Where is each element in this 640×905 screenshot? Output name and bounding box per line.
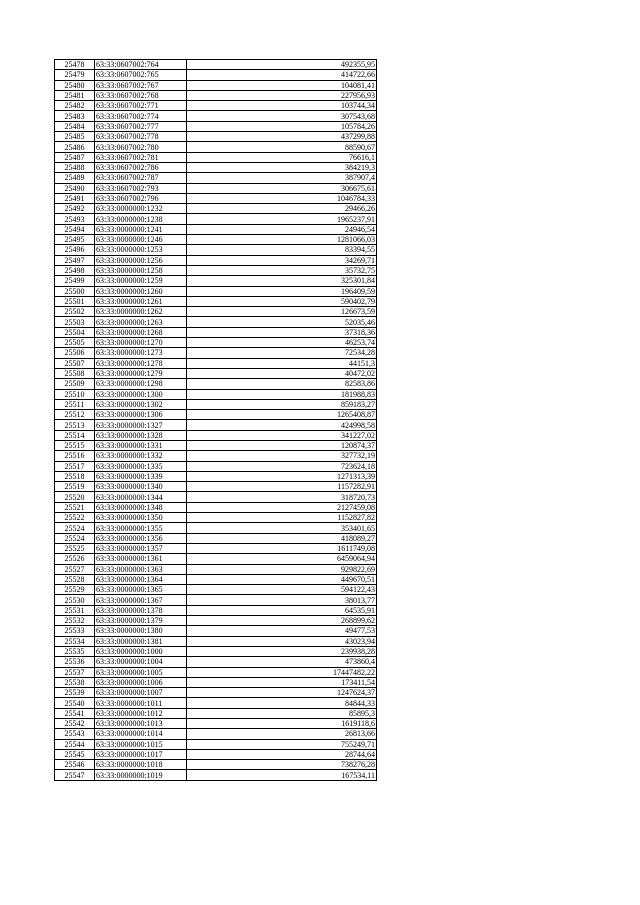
- row-number-cell: 25535: [55, 646, 95, 656]
- cadastral-number-cell: 63:33:0607002:778: [95, 132, 187, 142]
- table-row: [55, 317, 377, 327]
- cadastral-value-cell: 44151,3: [187, 358, 377, 368]
- table-row: [55, 296, 377, 306]
- cadastral-value-cell: 384219,3: [187, 162, 377, 172]
- row-number-cell: 25492: [55, 204, 95, 214]
- row-number-cell: 25526: [55, 554, 95, 564]
- row-number-cell: 25488: [55, 162, 95, 172]
- cadastral-value-cell: 1265408,87: [187, 410, 377, 420]
- cadastral-number-cell: 63:33:0607002:767: [95, 80, 187, 90]
- table-row: [55, 276, 377, 286]
- cadastral-number-cell: 63:33:0000000:1258: [95, 265, 187, 275]
- row-number-cell: 25527: [55, 564, 95, 574]
- cadastral-number-cell: 63:33:0000000:1361: [95, 554, 187, 564]
- cadastral-number-cell: 63:33:0607002:777: [95, 121, 187, 131]
- cadastral-value-cell: 307543,68: [187, 111, 377, 121]
- cadastral-value-cell: 449670,51: [187, 574, 377, 584]
- row-number-cell: 25510: [55, 389, 95, 399]
- row-number-cell: 25486: [55, 142, 95, 152]
- cadastral-value-cell: 1965237,91: [187, 214, 377, 224]
- table-row: [55, 389, 377, 399]
- table-row: [55, 101, 377, 111]
- cadastral-value-cell: 173411,54: [187, 677, 377, 687]
- cadastral-number-cell: 63:33:0607002:764: [95, 60, 187, 70]
- cadastral-value-cell: 859183,27: [187, 399, 377, 409]
- cadastral-number-cell: 63:33:0000000:1000: [95, 646, 187, 656]
- row-number-cell: 25497: [55, 255, 95, 265]
- row-number-cell: 25494: [55, 224, 95, 234]
- table-row: [55, 255, 377, 265]
- cadastral-value-cell: 105784,26: [187, 121, 377, 131]
- cadastral-number-cell: 63:33:0000000:1306: [95, 410, 187, 420]
- table-row: [55, 111, 377, 121]
- row-number-cell: 25485: [55, 132, 95, 142]
- cadastral-number-cell: 63:33:0000000:1018: [95, 760, 187, 770]
- table-row: [55, 224, 377, 234]
- table-row: [55, 616, 377, 626]
- cadastral-number-cell: 63:33:0000000:1356: [95, 533, 187, 543]
- cadastral-value-cell: 46253,74: [187, 338, 377, 348]
- table-row: [55, 770, 377, 780]
- table-row: [55, 574, 377, 584]
- cadastral-value-cell: 181988,83: [187, 389, 377, 399]
- row-number-cell: 25513: [55, 420, 95, 430]
- table-row: [55, 90, 377, 100]
- table-row: [55, 265, 377, 275]
- table-row: [55, 204, 377, 214]
- cadastral-value-cell: 1247624,37: [187, 688, 377, 698]
- cadastral-value-cell: 353401,65: [187, 523, 377, 533]
- cadastral-value-cell: 26813,66: [187, 729, 377, 739]
- row-number-cell: 25528: [55, 574, 95, 584]
- cadastral-number-cell: 63:33:0000000:1327: [95, 420, 187, 430]
- cadastral-number-cell: 63:33:0000000:1298: [95, 379, 187, 389]
- row-number-cell: 25505: [55, 338, 95, 348]
- table-row: [55, 657, 377, 667]
- row-number-cell: 25516: [55, 451, 95, 461]
- table-row: [55, 358, 377, 368]
- table-row: [55, 719, 377, 729]
- cadastral-number-cell: 63:33:0000000:1332: [95, 451, 187, 461]
- table-row: [55, 626, 377, 636]
- cadastral-value-cell: 424998,58: [187, 420, 377, 430]
- table-row: [55, 70, 377, 80]
- row-number-cell: 25511: [55, 399, 95, 409]
- row-number-cell: 25481: [55, 90, 95, 100]
- cadastral-number-cell: 63:33:0607002:796: [95, 193, 187, 203]
- cadastral-value-cell: 1152827,82: [187, 513, 377, 523]
- cadastral-value-cell: 52035,46: [187, 317, 377, 327]
- cadastral-number-cell: 63:33:0000000:1007: [95, 688, 187, 698]
- cadastral-number-cell: 63:33:0000000:1331: [95, 440, 187, 450]
- cadastral-number-cell: 63:33:0000000:1381: [95, 636, 187, 646]
- cadastral-number-cell: 63:33:0000000:1380: [95, 626, 187, 636]
- row-number-cell: 25519: [55, 482, 95, 492]
- cadastral-value-cell: 167534,11: [187, 770, 377, 780]
- table-row: [55, 471, 377, 481]
- cadastral-value-cell: 49477,53: [187, 626, 377, 636]
- table-row: [55, 729, 377, 739]
- row-number-cell: 25547: [55, 770, 95, 780]
- row-number-cell: 25496: [55, 245, 95, 255]
- table-row: [55, 410, 377, 420]
- cadastral-number-cell: 63:33:0000000:1232: [95, 204, 187, 214]
- cadastral-value-cell: 83394,55: [187, 245, 377, 255]
- cadastral-number-cell: 63:33:0000000:1260: [95, 286, 187, 296]
- row-number-cell: 25480: [55, 80, 95, 90]
- cadastral-number-cell: 63:33:0000000:1253: [95, 245, 187, 255]
- cadastral-value-cell: 38013,77: [187, 595, 377, 605]
- cadastral-number-cell: 63:33:0000000:1367: [95, 595, 187, 605]
- cadastral-value-cell: 84844,33: [187, 698, 377, 708]
- table-row: [55, 430, 377, 440]
- cadastral-number-cell: 63:33:0000000:1355: [95, 523, 187, 533]
- table-row: [55, 235, 377, 245]
- row-number-cell: 25545: [55, 749, 95, 759]
- row-number-cell: 25531: [55, 605, 95, 615]
- cadastral-value-cell: 72534,28: [187, 348, 377, 358]
- cadastral-value-cell: 34269,71: [187, 255, 377, 265]
- row-number-cell: 25517: [55, 461, 95, 471]
- cadastral-number-cell: 63:33:0000000:1273: [95, 348, 187, 358]
- table-row: [55, 543, 377, 553]
- table-row: [55, 399, 377, 409]
- cadastral-number-cell: 63:33:0000000:1348: [95, 502, 187, 512]
- row-number-cell: 25532: [55, 616, 95, 626]
- row-number-cell: 25518: [55, 471, 95, 481]
- table-row: [55, 152, 377, 162]
- cadastral-value-cell: 196409,59: [187, 286, 377, 296]
- cadastral-number-cell: 63:33:0000000:1335: [95, 461, 187, 471]
- cadastral-value-cell: 755249,71: [187, 739, 377, 749]
- table-row: [55, 368, 377, 378]
- cadastral-value-cell: 738276,28: [187, 760, 377, 770]
- row-number-cell: 25520: [55, 492, 95, 502]
- table-row: [55, 214, 377, 224]
- cadastral-value-cell: 492355,95: [187, 60, 377, 70]
- row-number-cell: 25521: [55, 502, 95, 512]
- cadastral-value-cell: 1281066,03: [187, 235, 377, 245]
- cadastral-value-cell: 35732,75: [187, 265, 377, 275]
- cadastral-value-cell: 126673,59: [187, 307, 377, 317]
- row-number-cell: 25489: [55, 173, 95, 183]
- cadastral-value-cell: 120874,37: [187, 440, 377, 450]
- cadastral-value-cell: 76616,1: [187, 152, 377, 162]
- cadastral-value-cell: 88590,67: [187, 142, 377, 152]
- row-number-cell: 25493: [55, 214, 95, 224]
- row-number-cell: 25506: [55, 348, 95, 358]
- table-row: [55, 121, 377, 131]
- cadastral-number-cell: 63:33:0000000:1357: [95, 543, 187, 553]
- table-row: [55, 739, 377, 749]
- cadastral-number-cell: 63:33:0000000:1241: [95, 224, 187, 234]
- cadastral-number-cell: 63:33:0000000:1328: [95, 430, 187, 440]
- table-row: [55, 162, 377, 172]
- row-number-cell: 25507: [55, 358, 95, 368]
- cadastral-number-cell: 63:33:0000000:1262: [95, 307, 187, 317]
- cadastral-number-cell: 63:33:0000000:1017: [95, 749, 187, 759]
- table-row: [55, 533, 377, 543]
- cadastral-value-cell: 387907,4: [187, 173, 377, 183]
- cadastral-number-cell: 63:33:0000000:1302: [95, 399, 187, 409]
- row-number-cell: 25514: [55, 430, 95, 440]
- cadastral-value-cell: 239938,28: [187, 646, 377, 656]
- cadastral-value-cell: 306675,61: [187, 183, 377, 193]
- row-number-cell: 25534: [55, 636, 95, 646]
- row-number-cell: 25537: [55, 667, 95, 677]
- cadastral-number-cell: 63:33:0607002:781: [95, 152, 187, 162]
- row-number-cell: 25478: [55, 60, 95, 70]
- table-row: [55, 554, 377, 564]
- cadastral-value-cell: 104081,41: [187, 80, 377, 90]
- cadastral-number-cell: 63:33:0000000:1012: [95, 708, 187, 718]
- row-number-cell: 25491: [55, 193, 95, 203]
- row-number-cell: 25483: [55, 111, 95, 121]
- cadastral-value-cell: 437299,88: [187, 132, 377, 142]
- cadastral-value-cell: 318720,73: [187, 492, 377, 502]
- cadastral-number-cell: 63:33:0607002:774: [95, 111, 187, 121]
- row-number-cell: 25536: [55, 657, 95, 667]
- table-row: [55, 379, 377, 389]
- table-row: [55, 173, 377, 183]
- table-row: [55, 286, 377, 296]
- cadastral-number-cell: 63:33:0000000:1365: [95, 585, 187, 595]
- row-number-cell: 25509: [55, 379, 95, 389]
- row-number-cell: 25479: [55, 70, 95, 80]
- cadastral-value-cell: 28744,64: [187, 749, 377, 759]
- cadastral-number-cell: 63:33:0000000:1363: [95, 564, 187, 574]
- row-number-cell: 25540: [55, 698, 95, 708]
- cadastral-number-cell: 63:33:0000000:1238: [95, 214, 187, 224]
- table-row: [55, 307, 377, 317]
- row-number-cell: 25482: [55, 101, 95, 111]
- row-number-cell: 25546: [55, 760, 95, 770]
- cadastral-value-cell: 103744,34: [187, 101, 377, 111]
- cadastral-value-cell: 227956,93: [187, 90, 377, 100]
- row-number-cell: 25542: [55, 719, 95, 729]
- table-row: [55, 245, 377, 255]
- cadastral-value-cell: 325301,84: [187, 276, 377, 286]
- table-row: [55, 502, 377, 512]
- table-body: [55, 60, 377, 781]
- cadastral-number-cell: 63:33:0000000:1350: [95, 513, 187, 523]
- row-number-cell: 25524: [55, 533, 95, 543]
- table-row: [55, 142, 377, 152]
- cadastral-value-cell: 40472,02: [187, 368, 377, 378]
- cadastral-number-cell: 63:33:0000000:1268: [95, 327, 187, 337]
- row-number-cell: 25490: [55, 183, 95, 193]
- table-row: [55, 451, 377, 461]
- table-row: [55, 708, 377, 718]
- table-row: [55, 132, 377, 142]
- table-row: [55, 193, 377, 203]
- table-row: [55, 585, 377, 595]
- row-number-cell: 25504: [55, 327, 95, 337]
- cadastral-value-cell: 723624,18: [187, 461, 377, 471]
- cadastral-number-cell: 63:33:0000000:1378: [95, 605, 187, 615]
- cadastral-number-cell: 63:33:0000000:1005: [95, 667, 187, 677]
- cadastral-number-cell: 63:33:0607002:765: [95, 70, 187, 80]
- row-number-cell: 25544: [55, 739, 95, 749]
- row-number-cell: 25529: [55, 585, 95, 595]
- table-row: [55, 760, 377, 770]
- row-number-cell: 25503: [55, 317, 95, 327]
- table-row: [55, 183, 377, 193]
- cadastral-number-cell: 63:33:0607002:768: [95, 90, 187, 100]
- table-row: [55, 60, 377, 70]
- table-row: [55, 338, 377, 348]
- cadastral-value-cell: 341227,02: [187, 430, 377, 440]
- table-row: [55, 646, 377, 656]
- cadastral-number-cell: 63:33:0000000:1011: [95, 698, 187, 708]
- cadastral-number-cell: 63:33:0000000:1015: [95, 739, 187, 749]
- cadastral-number-cell: 63:33:0000000:1279: [95, 368, 187, 378]
- cadastral-number-cell: 63:33:0000000:1344: [95, 492, 187, 502]
- cadastral-number-cell: 63:33:0000000:1379: [95, 616, 187, 626]
- cadastral-value-cell: 17447482,22: [187, 667, 377, 677]
- cadastral-value-cell: 85895,3: [187, 708, 377, 718]
- cadastral-number-cell: 63:33:0000000:1270: [95, 338, 187, 348]
- table-row: [55, 523, 377, 533]
- table-row: [55, 80, 377, 90]
- cadastral-number-cell: 63:33:0000000:1259: [95, 276, 187, 286]
- cadastral-number-cell: 63:33:0000000:1261: [95, 296, 187, 306]
- cadastral-number-cell: 63:33:0000000:1263: [95, 317, 187, 327]
- row-number-cell: 25502: [55, 307, 95, 317]
- row-number-cell: 25541: [55, 708, 95, 718]
- row-number-cell: 25543: [55, 729, 95, 739]
- cadastral-value-cell: 1611749,08: [187, 543, 377, 553]
- table-row: [55, 492, 377, 502]
- row-number-cell: 25484: [55, 121, 95, 131]
- cadastral-number-cell: 63:33:0000000:1339: [95, 471, 187, 481]
- table-row: [55, 513, 377, 523]
- cadastral-value-cell: 6459064,94: [187, 554, 377, 564]
- table-row: [55, 667, 377, 677]
- cadastral-value-cell: 473860,4: [187, 657, 377, 667]
- cadastral-number-cell: 63:33:0000000:1004: [95, 657, 187, 667]
- cadastral-number-cell: 63:33:0000000:1300: [95, 389, 187, 399]
- cadastral-value-cell: 268899,62: [187, 616, 377, 626]
- cadastral-value-cell: 29466,26: [187, 204, 377, 214]
- row-number-cell: 25495: [55, 235, 95, 245]
- cadastral-value-cell: 43023,94: [187, 636, 377, 646]
- row-number-cell: 25538: [55, 677, 95, 687]
- cadastral-value-cell: 1157282,91: [187, 482, 377, 492]
- cadastral-number-cell: 63:33:0607002:771: [95, 101, 187, 111]
- cadastral-number-cell: 63:33:0000000:1340: [95, 482, 187, 492]
- table-row: [55, 461, 377, 471]
- cadastral-value-table: [54, 59, 377, 781]
- row-number-cell: 25498: [55, 265, 95, 275]
- table-row: [55, 564, 377, 574]
- row-number-cell: 25512: [55, 410, 95, 420]
- cadastral-value-cell: 2127459,08: [187, 502, 377, 512]
- cadastral-number-cell: 63:33:0000000:1006: [95, 677, 187, 687]
- cadastral-number-cell: 63:33:0607002:780: [95, 142, 187, 152]
- cadastral-value-cell: 418089,27: [187, 533, 377, 543]
- table-row: [55, 636, 377, 646]
- row-number-cell: 25487: [55, 152, 95, 162]
- table-row: [55, 440, 377, 450]
- table-row: [55, 482, 377, 492]
- table-row: [55, 595, 377, 605]
- cadastral-number-cell: 63:33:0000000:1256: [95, 255, 187, 265]
- cadastral-number-cell: 63:33:0000000:1014: [95, 729, 187, 739]
- table-row: [55, 420, 377, 430]
- cadastral-number-cell: 63:33:0000000:1364: [95, 574, 187, 584]
- table-row: [55, 688, 377, 698]
- table-row: [55, 348, 377, 358]
- cadastral-number-cell: 63:33:0000000:1246: [95, 235, 187, 245]
- table-row: [55, 698, 377, 708]
- row-number-cell: 25522: [55, 513, 95, 523]
- row-number-cell: 25500: [55, 286, 95, 296]
- cadastral-number-cell: 63:33:0607002:786: [95, 162, 187, 172]
- row-number-cell: 25533: [55, 626, 95, 636]
- row-number-cell: 25515: [55, 440, 95, 450]
- cadastral-value-cell: 64535,91: [187, 605, 377, 615]
- cadastral-value-cell: 82583,86: [187, 379, 377, 389]
- table-row: [55, 605, 377, 615]
- cadastral-value-cell: 327732,19: [187, 451, 377, 461]
- row-number-cell: 25539: [55, 688, 95, 698]
- cadastral-value-cell: 414722,66: [187, 70, 377, 80]
- cadastral-number-cell: 63:33:0000000:1019: [95, 770, 187, 780]
- cadastral-value-cell: 594122,43: [187, 585, 377, 595]
- cadastral-value-cell: 1271313,39: [187, 471, 377, 481]
- cadastral-number-cell: 63:33:0000000:1013: [95, 719, 187, 729]
- cadastral-number-cell: 63:33:0607002:787: [95, 173, 187, 183]
- cadastral-number-cell: 63:33:0000000:1278: [95, 358, 187, 368]
- cadastral-value-cell: 929822,69: [187, 564, 377, 574]
- row-number-cell: 25525: [55, 543, 95, 553]
- cadastral-value-cell: 37318,36: [187, 327, 377, 337]
- row-number-cell: 25530: [55, 595, 95, 605]
- cadastral-value-cell: 24946,54: [187, 224, 377, 234]
- cadastral-value-cell: 1046784,33: [187, 193, 377, 203]
- cadastral-number-cell: 63:33:0607002:793: [95, 183, 187, 193]
- row-number-cell: 25499: [55, 276, 95, 286]
- table-row: [55, 327, 377, 337]
- cadastral-value-cell: 1619118,6: [187, 719, 377, 729]
- table-row: [55, 749, 377, 759]
- row-number-cell: 25501: [55, 296, 95, 306]
- row-number-cell: 25524: [55, 523, 95, 533]
- cadastral-value-cell: 590402,79: [187, 296, 377, 306]
- row-number-cell: 25508: [55, 368, 95, 378]
- table-row: [55, 677, 377, 687]
